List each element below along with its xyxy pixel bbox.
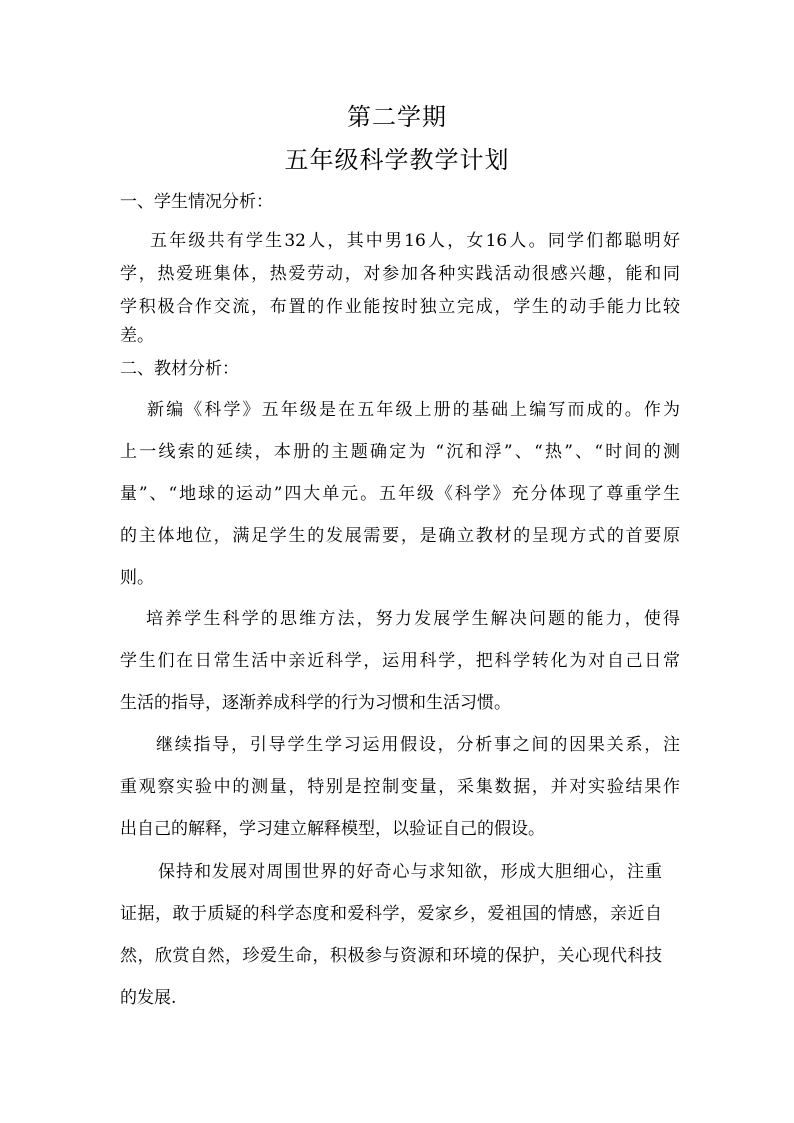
paragraph-line: 学积极合作交流，布置的作业能按时独立完成，学生的动手能力比较 (120, 297, 680, 317)
paragraph-line: 重观察实验中的测量，特别是控制变量，采集数据，并对实验结果作 (120, 777, 680, 797)
paragraph-line: 保持和发展对周围世界的好奇心与求知欲，形成大胆细心，注重 (158, 862, 662, 882)
paragraph-line: 上一线索的延续，本册的主题确定为 “沉和浮”、“热”、“时间的测 (120, 442, 680, 462)
paragraph-line: 量”、“地球的运动”四大单元。五年级《科学》充分体现了尊重学生 (120, 484, 680, 504)
section-heading-student-analysis: 一、学生情况分析： (120, 192, 273, 212)
paragraph-line: 差。 (120, 326, 154, 346)
paragraph-line: 继续指导，引导学生学习运用假设，分析事之间的因果关系，注 (156, 735, 680, 755)
paragraph-line: 证据，敢于质疑的科学态度和爱科学，爱家乡，爱祖国的情感，亲近自 (120, 904, 662, 924)
paragraph-line: 五年级共有学生32人，其中男16人，女16人。同学们都聪明好 (150, 231, 680, 251)
section-heading-textbook-analysis: 二、教材分析： (120, 359, 239, 379)
semester-title: 第二学期 (347, 103, 447, 131)
paragraph-line: 的发展. (120, 988, 177, 1008)
paragraph-line: 然，欣赏自然，珍爱生命，积极参与资源和环境的保护，关心现代科技 (120, 946, 662, 966)
plan-title: 五年级科学教学计划 (284, 146, 510, 174)
paragraph-line: 则。 (120, 568, 154, 588)
paragraph-line: 出自己的解释，学习建立解释模型，以验证自己的假设。 (120, 819, 545, 839)
paragraph-line: 学，热爱班集体，热爱劳动，对参加各种实践活动很感兴趣，能和同 (120, 264, 680, 284)
paragraph-line: 生活的指导，逐渐养成科学的行为习惯和生活习惯。 (120, 693, 511, 713)
paragraph-line: 培养学生科学的思维方法，努力发展学生解决问题的能力，使得 (146, 609, 680, 629)
paragraph-line: 的主体地位，满足学生的发展需要，是确立教材的呈现方式的首要原 (120, 526, 680, 546)
paragraph-line: 学生们在日常生活中亲近科学，运用科学，把科学转化为对自己日常 (120, 651, 680, 671)
paragraph-line: 新编《科学》五年级是在五年级上册的基础上编写而成的。作为 (147, 400, 680, 420)
